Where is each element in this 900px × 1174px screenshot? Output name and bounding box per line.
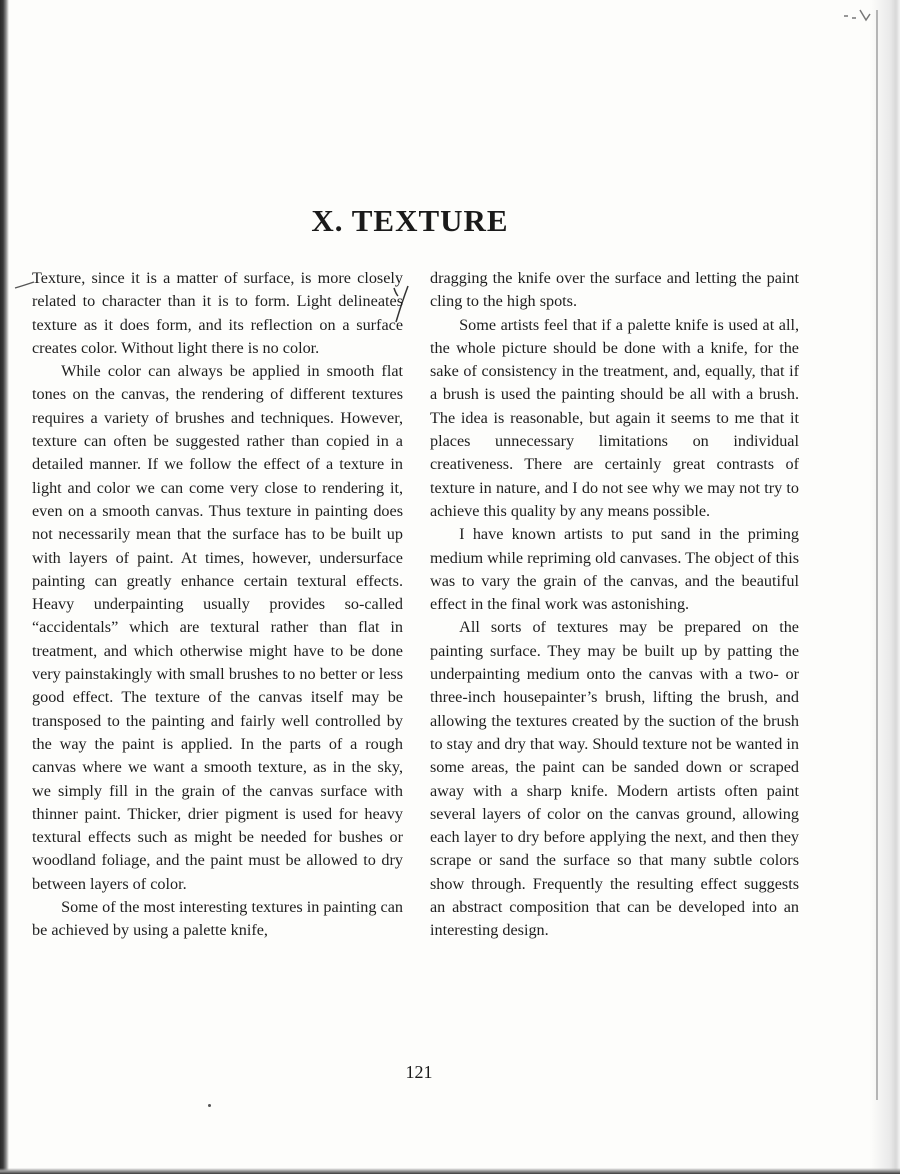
paragraph: Some artists feel that if a palette knife is used at all, the whole picture should be done with a knife, for the sake of consistency in the treatment, and, equally, that if a brush is used the painting should be all with a brush. The idea is reasonable, but again it seems to me that it places unnecessary limitations on individual creativeness. There are certainly great contrasts of texture in nature, and I do not see why we may not try to achieve this quality by any means possible.	[430, 315, 799, 520]
scan-speck	[208, 1104, 211, 1107]
scan-edge-bottom	[0, 1168, 900, 1174]
paragraph: Texture, since it is a matter of surface, is more closely related to character than it is to form. Light delineates texture as it does form, and its reflection on a surface creates color. Without light there is no color.	[32, 269, 403, 357]
scan-edge-right-line	[876, 10, 878, 1100]
text-column-left	[32, 267, 403, 943]
scan-edge-left	[0, 0, 9, 1174]
scan-edge-right	[870, 0, 900, 1174]
paragraph: Some of the most interesting textures in painting can be achieved by using a palette knife,	[32, 898, 403, 940]
text-column-right	[430, 267, 799, 943]
paragraph: While color can always be applied in smooth flat tones on the canvas, the rendering of different textures requires a variety of brushes and techniques. However, texture can often be suggested rather than copied in a detailed manner. If we follow the effect of a texture in light and color we can come very close to rendering it, even on a smooth canvas. Thus texture in painting does not necessarily mean that the surface has to be built up with layers of paint. At times, however, undersurface painting can greatly enhance certain textural effects. Heavy underpainting usually provides so-called “accidentals” which are textural rather than flat in treatment, and which otherwise might have to be done very painstakingly with small brushes to no better or less good effect. The texture of the canvas itself may be transposed to the painting and fairly well controlled by the way the paint is applied. In the parts of a rough canvas where we want a smooth texture, as in the sky, we simply fill in the grain of the canvas surface with thinner paint. Thicker, drier pigment is used for heavy textural effects such as might be needed for bushes or woodland foliage, and the paint must be allowed to dry between layers of color.	[32, 362, 403, 893]
paragraph: I have known artists to put sand in the priming medium while repriming old canvases. The object of this was to vary the grain of the canvas, and the beautiful effect in the final work was astonishing.	[430, 525, 799, 614]
paragraph: All sorts of textures may be prepared on the painting surface. They may be built up by patting the underpainting medium onto the canvas with a two- or three-inch housepainter’s brush, lifting the brush, and allowing the textures created by the suction of the brush to stay and dry that way. Should texture not be wanted in some areas, the paint can be sanded down or scraped away with a sharp knife. Modern artists often paint several layers of color on the canvas ground, allowing each layer to dry before applying the next, and then they scrape or sand the surface so that many subtle colors show through. Frequently the resulting effect suggests an abstract composition that can be developed into an interesting design.	[430, 618, 799, 940]
paragraph: dragging the knife over the surface and letting the paint cling to the high spots.	[430, 269, 799, 311]
corner-scan-mark	[842, 6, 872, 24]
page-number: 121	[405, 1062, 433, 1082]
chapter-title: X. TEXTURE	[311, 202, 509, 238]
